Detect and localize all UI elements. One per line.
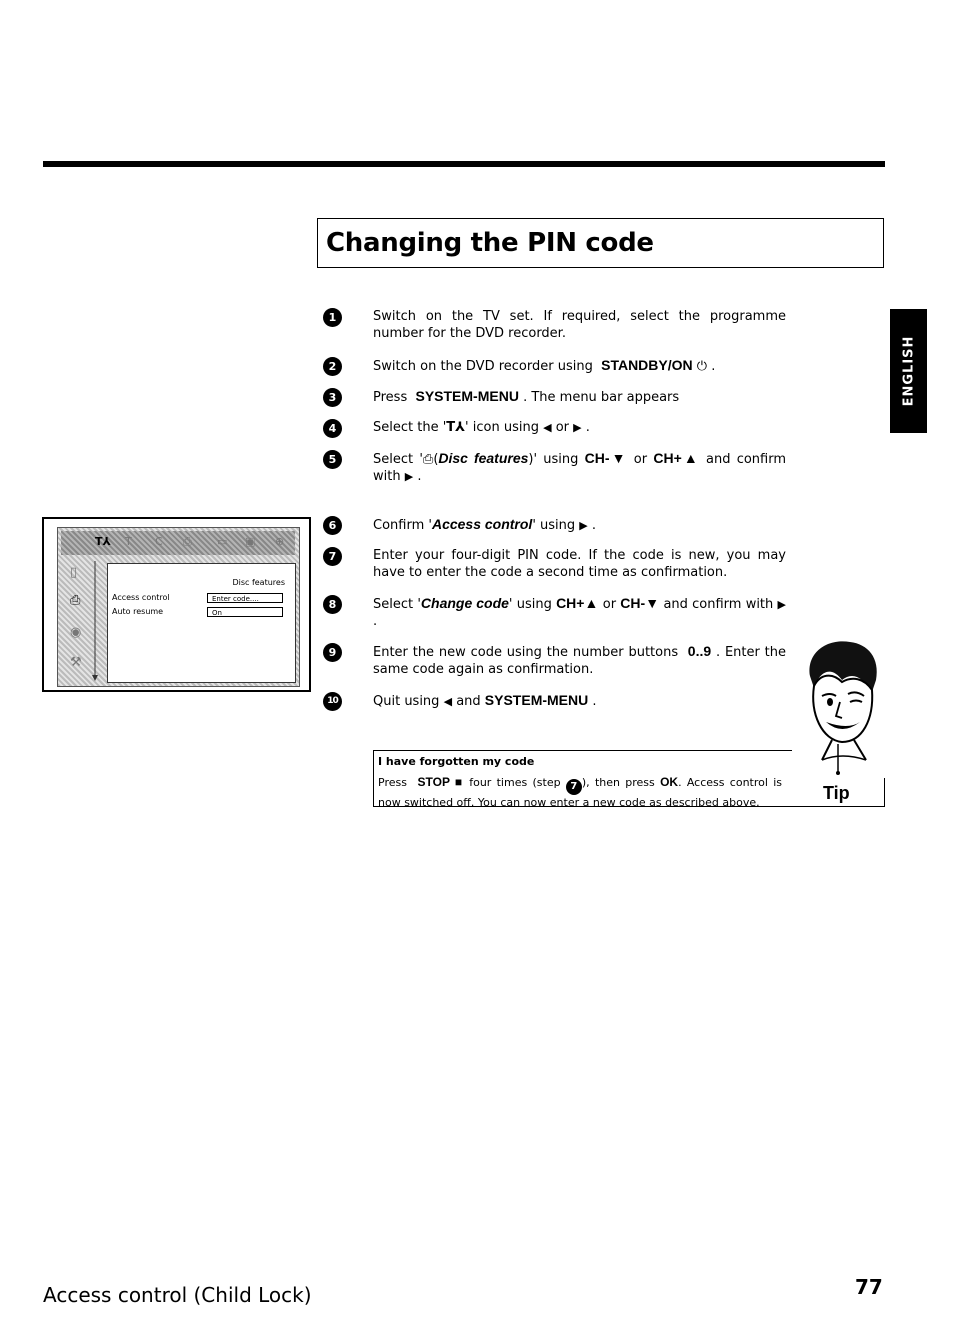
key-standby: STANDBY/ON bbox=[601, 357, 693, 373]
camera-icon: ▣ bbox=[245, 535, 256, 548]
subtitle-icon: ▭ bbox=[217, 535, 228, 548]
panel-title: Disc features bbox=[232, 578, 285, 587]
step-number: 3 bbox=[323, 388, 342, 407]
arrow-left-icon: ◀ bbox=[443, 695, 453, 708]
screen-sidebar bbox=[61, 559, 101, 683]
tv-screen-illustration bbox=[42, 517, 311, 692]
key-ch-up: CH+▲ bbox=[653, 450, 700, 466]
menu-bar bbox=[61, 531, 295, 555]
disc-features-panel bbox=[107, 563, 296, 683]
top-rule bbox=[43, 161, 885, 167]
step-number: 9 bbox=[323, 643, 342, 662]
step-number: 7 bbox=[323, 547, 342, 566]
step-ref-number: 7 bbox=[566, 779, 582, 795]
arrow-right-icon: ▶ bbox=[777, 598, 786, 611]
step-number: 4 bbox=[323, 419, 342, 438]
picture-icon: ▯ bbox=[70, 565, 78, 580]
disc-features-icon: ⎙ bbox=[70, 593, 81, 608]
step-text: Switch on the DVD recorder using STANDBY/ON ⏻ . bbox=[373, 357, 716, 374]
step-number: 1 bbox=[323, 308, 342, 327]
step-text: Select the 'T⅄' icon using ◀ or ▶ . bbox=[373, 420, 590, 435]
screen-inner bbox=[57, 527, 300, 687]
key-ok: OK bbox=[660, 775, 679, 789]
settings-menu-icon: T⅄ bbox=[446, 420, 466, 435]
mascot-face-icon bbox=[792, 636, 888, 778]
arrow-right-icon: ▶ bbox=[573, 421, 582, 434]
language-tab-label: ENGLISH bbox=[901, 335, 916, 407]
step-text: Enter your four-digit PIN code. If the code is new, you may have to enter the code a second time as confirmation. bbox=[373, 548, 786, 580]
key-number-buttons: 0..9 bbox=[687, 643, 712, 659]
step-text: Switch on the TV set. If required, select the programme number for the DVD recorder. bbox=[373, 309, 786, 341]
auto-resume-value: On bbox=[207, 607, 283, 617]
step-text: Confirm 'Access control' using ▶ . bbox=[373, 516, 597, 533]
scroll-arrow-icon bbox=[91, 559, 101, 683]
access-control-label: Access control bbox=[112, 593, 170, 602]
audio-icon: ⎙ bbox=[183, 535, 192, 548]
settings-menu-icon: T⅄ bbox=[95, 535, 111, 548]
tip-text: Press STOP ■ four times (step 7 ), then press OK. Access control is now switched off. You can now enter a new code as described above. bbox=[378, 775, 782, 809]
step-text: Select 'Change code' using CH+▲ or CH-▼ and confirm with ▶ . bbox=[373, 595, 786, 629]
title-icon: T bbox=[125, 535, 132, 548]
tip-heading: I have forgotten my code bbox=[378, 755, 535, 768]
key-system-menu: SYSTEM-MENU bbox=[484, 692, 589, 708]
access-control-value: Enter code.... bbox=[207, 593, 283, 603]
step-text: Enter the new code using the number buttons 0..9 . Enter the same code again as confirmation. bbox=[373, 643, 787, 677]
power-icon: ⏻ bbox=[696, 359, 708, 374]
step-text: Press SYSTEM-MENU . The menu bar appears bbox=[373, 388, 680, 405]
arrow-right-icon: ▶ bbox=[404, 470, 414, 483]
step-number: 8 bbox=[323, 595, 342, 614]
key-system-menu: SYSTEM-MENU bbox=[415, 388, 519, 404]
step-text: Select '⎙(Disc features)' using CH-▼ or CH+▲ and confirm with ▶ . bbox=[373, 450, 787, 484]
step-number: 2 bbox=[323, 357, 342, 376]
installation-icon: ⚒ bbox=[70, 655, 82, 670]
sound-icon: ◉ bbox=[70, 625, 82, 640]
page-number: 77 bbox=[855, 1275, 883, 1299]
arrow-left-icon: ◀ bbox=[543, 421, 552, 434]
step-number: 5 bbox=[323, 450, 342, 469]
auto-resume-label: Auto resume bbox=[112, 607, 164, 616]
disc-features-icon: ⎙ bbox=[422, 452, 434, 467]
chapter-icon: C bbox=[155, 535, 163, 548]
title-box bbox=[317, 218, 884, 268]
step-text: Quit using ◀ and SYSTEM-MENU . bbox=[373, 692, 597, 709]
key-ch-up: CH+▲ bbox=[556, 595, 599, 611]
zoom-icon: ⊕ bbox=[275, 535, 285, 548]
step-number: 6 bbox=[323, 516, 342, 535]
key-ch-down: CH-▼ bbox=[584, 450, 628, 466]
key-ch-down: CH-▼ bbox=[620, 595, 660, 611]
page-title: Changing the PIN code bbox=[326, 228, 654, 258]
footer-section-title: Access control (Child Lock) bbox=[43, 1283, 312, 1307]
tip-label: Tip bbox=[823, 783, 850, 803]
key-stop: STOP ■ bbox=[417, 775, 464, 789]
language-tab bbox=[890, 309, 927, 433]
step-number: 10 bbox=[323, 692, 342, 711]
arrow-right-icon: ▶ bbox=[579, 519, 588, 532]
